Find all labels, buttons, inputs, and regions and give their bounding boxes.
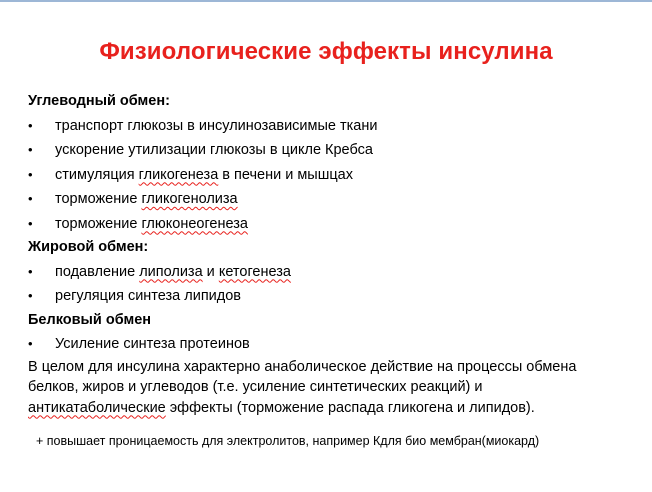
slide-body [28, 90, 628, 418]
protein-heading: Белковый обмен [28, 311, 152, 328]
summary-line: белков, жиров и углеводов (т.е. усиление синтетических реакций) и [28, 379, 483, 395]
bullet-icon: • [28, 117, 33, 133]
term-glycogenesis: гликогенеза [138, 166, 219, 183]
list-item [28, 260, 628, 285]
bullet-icon: • [28, 215, 33, 231]
summary-line: антикатаболические эффекты (торможение распада гликогена и липидов). [28, 399, 535, 416]
item-text: ускорение утилизации глюкозы в цикле Кребса [55, 142, 373, 158]
list-item [28, 138, 628, 163]
bullet-icon: • [28, 336, 33, 351]
bullet-icon: • [28, 263, 33, 279]
item-text: транспорт глюкозы в инсулинозависимые ткани [55, 117, 378, 134]
item-text: торможение глюконеогенеза [55, 215, 248, 232]
bullet-icon: • [28, 288, 33, 303]
term-gluconeogenesis: глюконеогенеза [141, 215, 248, 232]
summary-paragraph [28, 357, 628, 419]
fat-heading: Жировой обмен: [28, 239, 149, 255]
summary-line: В целом для инсулина характерно анаболическое действие на процессы обмена [28, 358, 577, 375]
slide-title: Физиологические эффекты инсулина [99, 38, 553, 65]
carb-heading: Углеводный обмен: [28, 93, 170, 109]
list-item [28, 332, 628, 357]
item-text: Усиление синтеза протеинов [55, 336, 250, 352]
term-anticatabolic: антикатаболические [28, 399, 166, 416]
bullet-icon: • [28, 142, 33, 157]
list-item [28, 187, 628, 212]
item-text: стимуляция гликогенеза в печени и мышцах [55, 166, 353, 183]
list-item [28, 284, 628, 309]
list-item [28, 114, 628, 139]
term-ketogenesis: кетогенеза [218, 263, 291, 280]
list-item [28, 212, 628, 237]
term-glycogenolysis: гликогенолиза [141, 191, 238, 207]
item-text: торможение гликогенолиза [55, 191, 238, 207]
term-lipolysis: липолиза [139, 263, 203, 280]
item-text: подавление липолиза и кетогенеза [55, 263, 291, 280]
item-text: регуляция синтеза липидов [55, 288, 242, 304]
bullet-icon: • [28, 166, 33, 182]
footnote: + повышает проницаемость для электролитов, например Кдля био мембран(миокард) [36, 434, 540, 448]
bullet-icon: • [28, 191, 33, 206]
list-item [28, 163, 628, 188]
